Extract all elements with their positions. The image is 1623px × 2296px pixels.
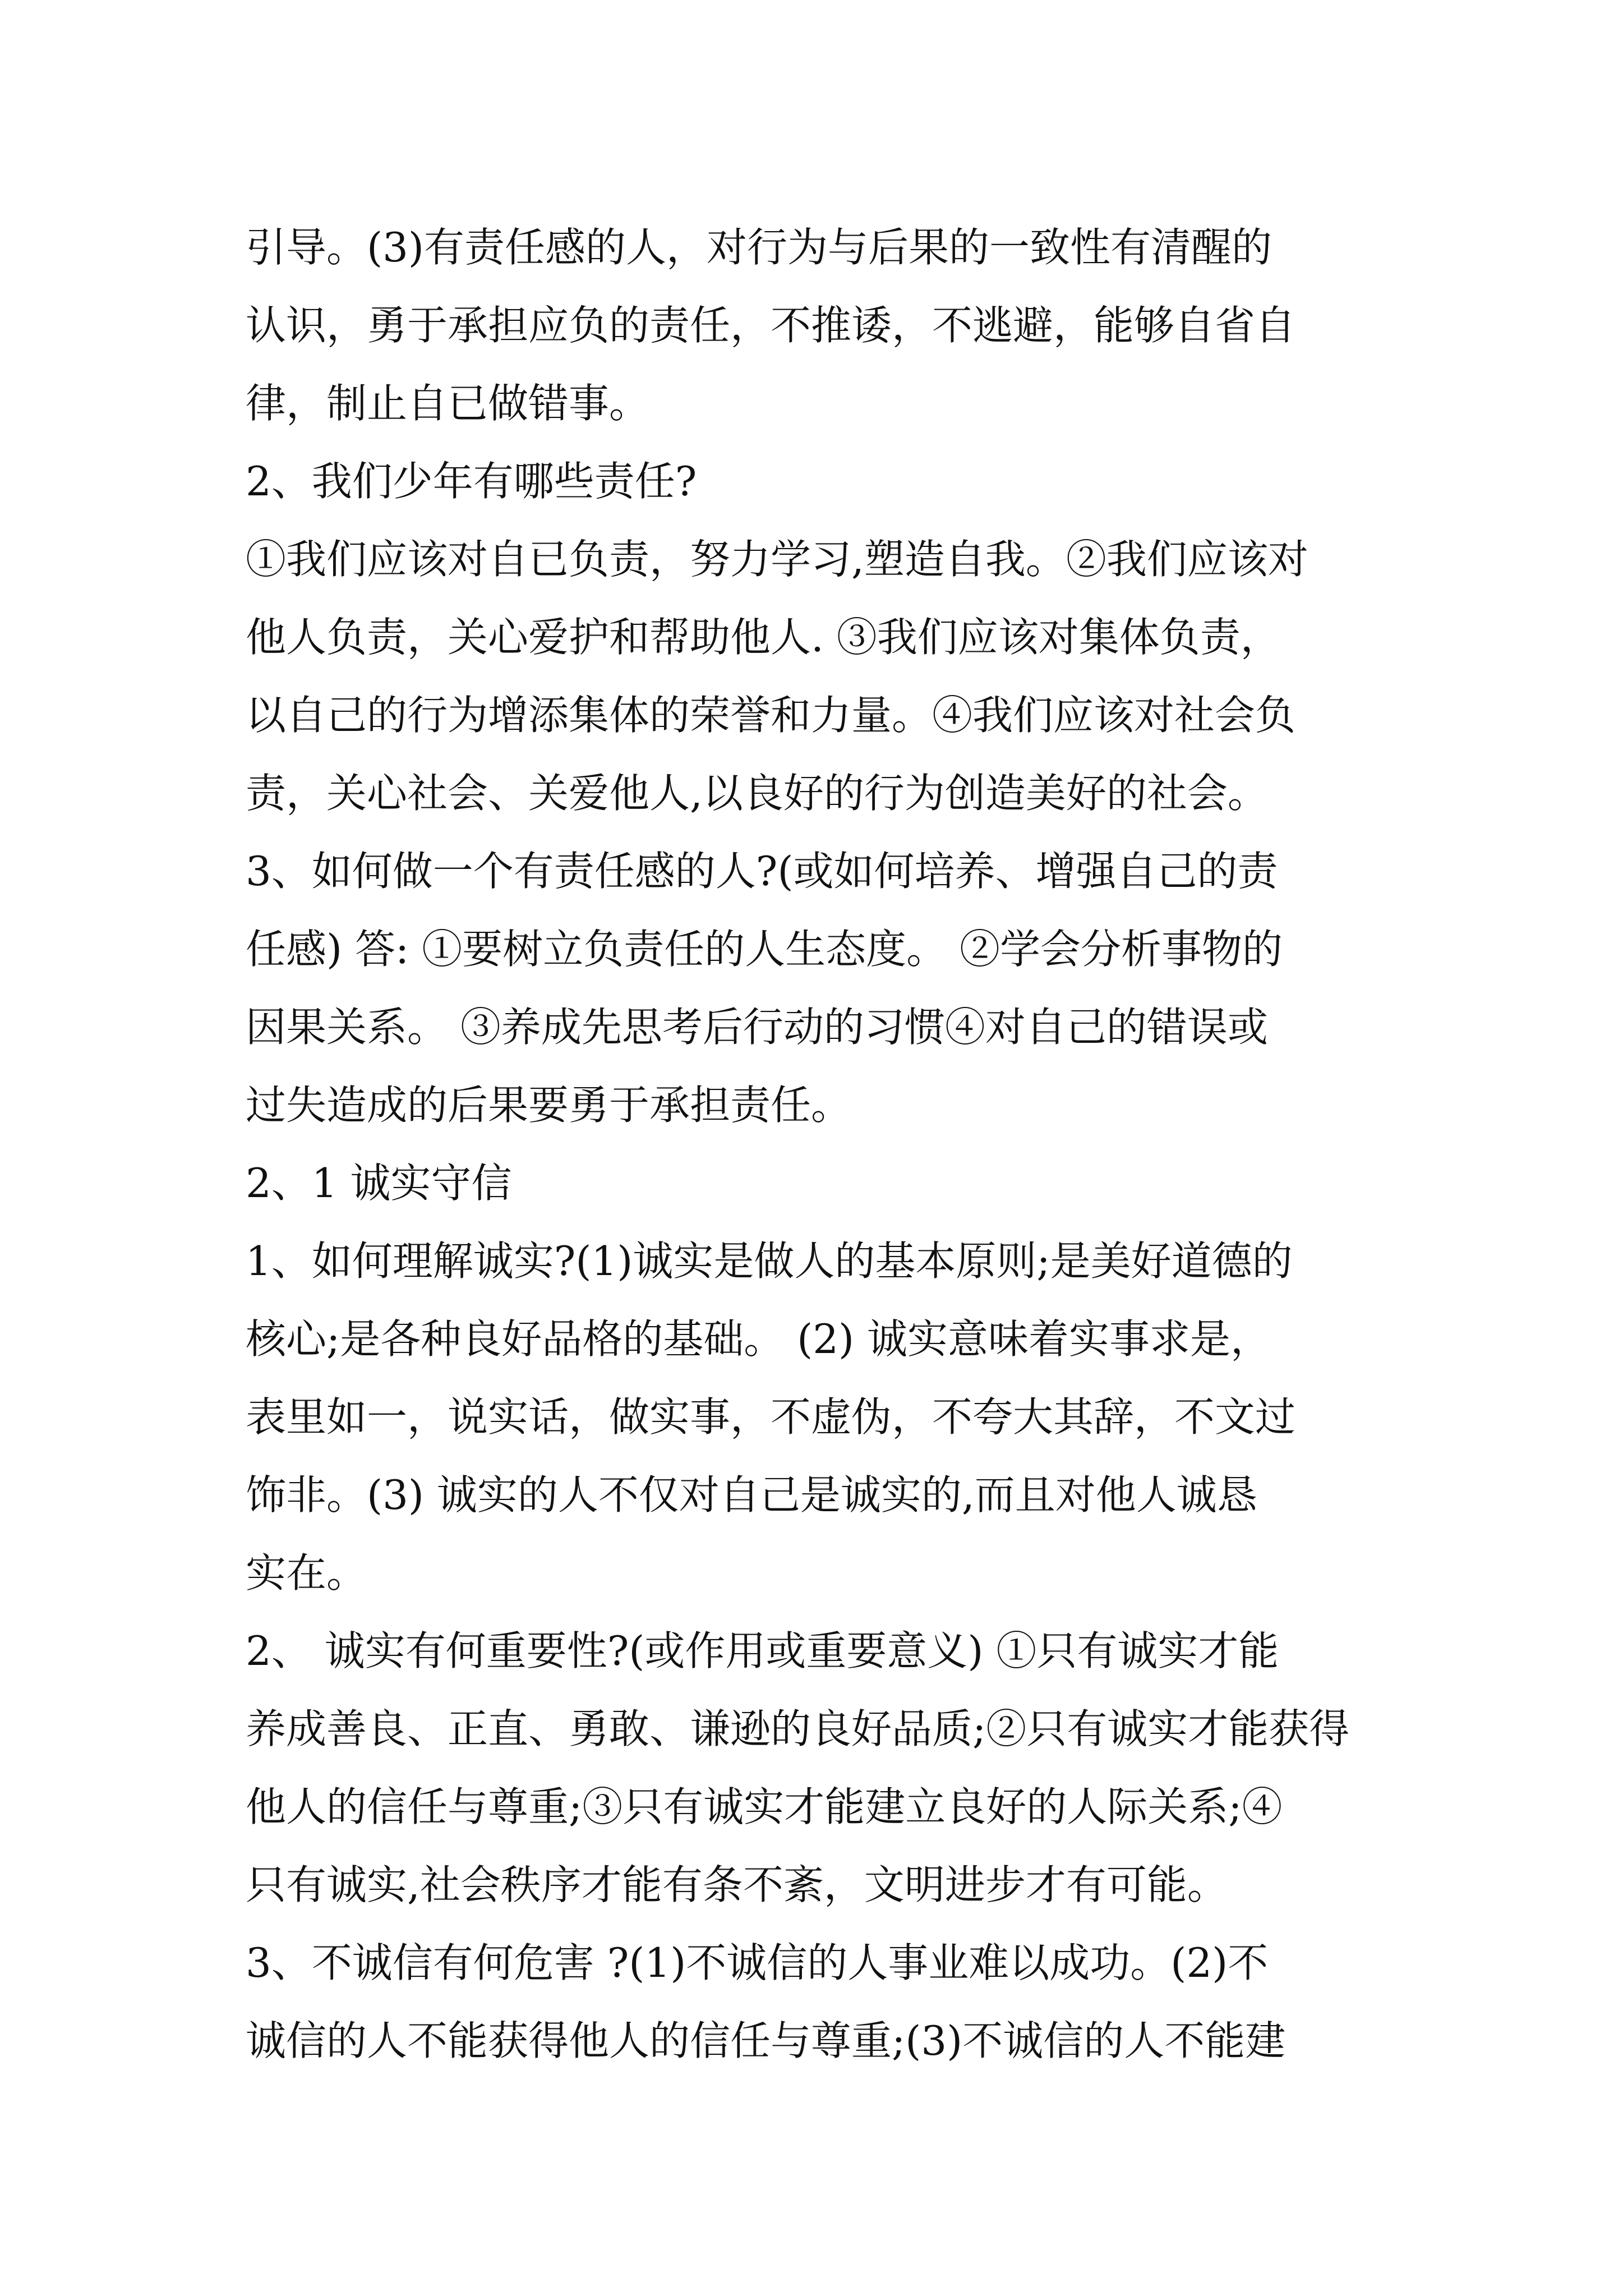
section-question: 2、 诚实有何重要性?(或作用或重要意义) ①只有诚实才能 (246, 1627, 1279, 1674)
text-line: 因果关系。 ③养成先思考后行动的习惯④对自己的错误或 (246, 1004, 1268, 1051)
text-line: 以自己的行为增添集体的荣誉和力量。④我们应该对社会负 (246, 692, 1296, 739)
section-question: 3、如何做一个有责任感的人?(或如何培养、增强自己的责 (246, 848, 1278, 895)
text-line: 任感) 答: ①要树立负责任的人生态度。 ②学会分析事物的 (246, 926, 1283, 973)
text-line: 核心;是各种良好品格的基础。 (2) 诚实意味着实事求是， (246, 1315, 1271, 1363)
text-line: 表里如一，说实话，做实事，不虚伪，不夸大其辞，不文过 (246, 1393, 1296, 1441)
section-question: 2、我们少年有哪些责任? (246, 458, 697, 505)
text-line: 养成善良、正直、勇敢、谦逊的良好品质;②只有诚实才能获得 (246, 1705, 1350, 1752)
text-line: 责，关心社会、关爱他人,以良好的行为创造美好的社会。 (246, 770, 1268, 817)
text-line: ①我们应该对自已负责，努力学习,塑造自我。②我们应该对 (246, 536, 1308, 583)
section-question: 1、如何理解诚实?(1)诚实是做人的基本原则;是美好道德的 (246, 1237, 1293, 1285)
text-line: 他人的信任与尊重;③只有诚实才能建立良好的人际关系;④ (246, 1783, 1283, 1830)
text-line: 律，制止自已做错事。 (246, 380, 650, 427)
document-body (246, 209, 1390, 2080)
section-heading: 2、1 诚实守信 (246, 1159, 512, 1207)
text-line: 他人负责，关心爱护和帮助他人. ③我们应该对集体负责， (246, 614, 1281, 661)
text-line: 认识，勇于承担应负的责任，不推诿，不逃避，能够自省自 (246, 302, 1296, 349)
text-line: 饰非。(3) 诚实的人不仅对自己是诚实的,而且对他人诚恳 (246, 1471, 1257, 1519)
text-line: 诚信的人不能获得他人的信任与尊重;(3)不诚信的人不能建 (246, 2017, 1286, 2064)
section-question: 3、不诚信有何危害 ?(1)不诚信的人事业难以成功。(2)不 (246, 1939, 1269, 1986)
text-line: 实在。 (246, 1549, 367, 1596)
text-line: 只有诚实,社会秩序才能有条不紊，文明进步才有可能。 (246, 1861, 1228, 1908)
text-line: 过失造成的后果要勇于承担责任。 (246, 1082, 852, 1129)
text-line: 引导。(3)有责任感的人，对行为与后果的一致性有清醒的 (246, 224, 1272, 271)
